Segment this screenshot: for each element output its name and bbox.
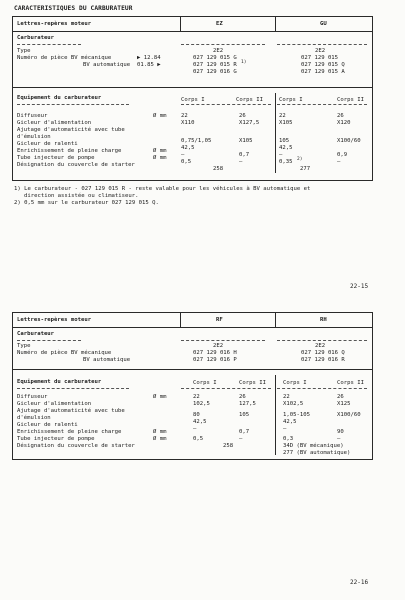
type-ez: 2E2 [213, 48, 224, 54]
footnote-mark: 2) [14, 200, 21, 206]
footnote-ref-1: 1) [241, 60, 247, 65]
footnote-mark: 1) [14, 186, 21, 192]
row-label: Enrichissement de pleine charge [17, 429, 122, 435]
value-cell: 258 [213, 166, 224, 172]
engine-code-gu: GU [320, 21, 327, 27]
value-cell: — [239, 159, 243, 165]
footnote-text: direction assistée ou climatiseur. [24, 193, 139, 199]
part-arrow-2: 01.85 ▶ [137, 62, 161, 68]
divider [181, 104, 271, 105]
carburetor-table-2 [12, 312, 373, 460]
value-cell: — [337, 436, 341, 442]
section-divider [13, 369, 372, 370]
corps-header: Corps I [181, 97, 205, 103]
row-label: Ajutage d'automaticité avec tube [17, 127, 125, 133]
row-unit: Ø mm [153, 429, 167, 435]
row-label: Tube injecteur de pompe [17, 155, 95, 161]
section-carburateur: Carburateur [17, 331, 55, 337]
section-carburateur: Carburateur [17, 35, 55, 41]
column-divider [275, 17, 276, 31]
engine-letters-label: Lettres-repères moteur [17, 317, 92, 323]
divider [17, 104, 129, 105]
divider [277, 104, 367, 105]
corps-header: Corps I [283, 380, 307, 386]
divider [181, 44, 265, 45]
value-cell: X100/60 [337, 138, 361, 144]
row-unit: Ø mm [153, 148, 167, 154]
bv-auto-label: BV automatique [83, 62, 131, 68]
value-cell: 0,75/1,05 [181, 138, 212, 144]
value-cell: X102,5 [283, 401, 304, 407]
value-cell: 105 [239, 412, 250, 418]
row-label: Gicleur d'alimentation [17, 401, 92, 407]
row-label: Désignation du couvercle de starter [17, 162, 135, 168]
value-cell: 127,5 [239, 401, 256, 407]
value-cell: 0,3 [283, 436, 294, 442]
part-ez-2: 027 129 015 R [193, 62, 237, 68]
row-label: Désignation du couvercle de starter [17, 443, 135, 449]
page-title: CARACTERISTIQUES DU CARBURATEUR [14, 5, 133, 12]
footnote-text: Le carburateur - 027 129 015 R - reste valable pour les véhicules à BV automatique et [24, 186, 311, 192]
type-label: Type [17, 343, 31, 349]
value-cell: — [337, 159, 341, 165]
type-label: Type [17, 48, 31, 54]
corps-header: Corps II [337, 380, 364, 386]
engine-code-rh: RH [320, 317, 327, 323]
corps-header: Corps II [337, 97, 364, 103]
value-cell: 22 [193, 394, 200, 400]
part-ez-1: 027 129 015 G [193, 55, 237, 61]
value-cell: 42,5 [181, 145, 195, 151]
value-cell: 34D (BV mécanique) [283, 443, 344, 449]
divider [17, 388, 129, 389]
value-cell: 26 [337, 394, 344, 400]
value-cell: 277 [300, 166, 311, 172]
value-cell: 105 [279, 138, 290, 144]
part-ez-3: 027 129 016 G [193, 69, 237, 75]
column-divider [275, 313, 276, 327]
footnote-ref-2: 2) [297, 157, 303, 162]
part-gu-1: 027 129 015 [301, 55, 339, 61]
value-cell: 0,5 [181, 159, 192, 165]
row-label: Gicleur d'alimentation [17, 120, 92, 126]
engine-code-rf: RF [216, 317, 223, 323]
table-header [13, 17, 372, 32]
row-label: Diffuseur [17, 113, 48, 119]
value-cell: 26 [239, 394, 246, 400]
section-equipement: Equipement du carburateur [17, 379, 102, 385]
part-rh-1: 027 129 016 Q [301, 350, 345, 356]
carburetor-table-1 [12, 16, 373, 181]
value-cell: 1,05-105 [283, 412, 310, 418]
value-cell: — [283, 426, 287, 432]
value-cell: X120 [337, 120, 351, 126]
row-unit: Ø mm [153, 436, 167, 442]
value-cell: 102,5 [193, 401, 210, 407]
page-number: 22-15 [350, 283, 369, 290]
footnote [24, 193, 139, 199]
corps-header: Corps I [193, 380, 217, 386]
divider [277, 388, 367, 389]
row-unit: Ø mm [153, 113, 167, 119]
value-cell: X127,5 [239, 120, 260, 126]
row-label: Gicleur de ralenti [17, 422, 78, 428]
value-cell: X110 [181, 120, 195, 126]
part-rf-1: 027 129 016 H [193, 350, 237, 356]
corps-header: Corps I [279, 97, 303, 103]
row-label: Tube injecteur de pompe [17, 436, 95, 442]
part-number-label: Numéro de pièce BV mécanique [17, 55, 112, 61]
page-number: 22-16 [350, 579, 369, 586]
value-cell: 258 [223, 443, 234, 449]
type-gu: 2E2 [315, 48, 326, 54]
divider [181, 388, 271, 389]
value-cell: 22 [181, 113, 188, 119]
value-cell: X100/60 [337, 412, 361, 418]
corps-header: Corps II [236, 97, 263, 103]
divider [17, 340, 81, 341]
row-unit: Ø mm [153, 394, 167, 400]
part-gu-2: 027 129 015 Q [301, 62, 345, 68]
divider [277, 340, 367, 341]
row-label: Diffuseur [17, 394, 48, 400]
value-cell: 0,9 [337, 152, 348, 158]
value-cell: — [279, 152, 283, 158]
value-cell: 22 [279, 113, 286, 119]
divider [181, 340, 265, 341]
value-cell: — [239, 436, 243, 442]
part-arrow-1: ▶ 12.84 [137, 55, 161, 61]
row-label: d'émulsion [17, 415, 51, 421]
value-cell: X105 [239, 138, 253, 144]
value-cell: 90 [337, 429, 344, 435]
value-cell: 26 [239, 113, 246, 119]
footnote-text: 0,5 mm sur le carburateur 027 129 015 Q. [24, 200, 159, 206]
column-divider [275, 375, 276, 455]
value-cell: 0,35 [279, 159, 293, 165]
section-divider [13, 87, 372, 88]
part-gu-3: 027 129 015 A [301, 69, 345, 75]
column-divider [180, 17, 181, 31]
part-rf-2: 027 129 016 P [193, 357, 237, 363]
value-cell: 26 [337, 113, 344, 119]
value-cell: 0,7 [239, 429, 250, 435]
row-label: d'émulsion [17, 134, 51, 140]
column-divider [180, 313, 181, 327]
corps-header: Corps II [239, 380, 266, 386]
row-label: Gicleur de ralenti [17, 141, 78, 147]
section-equipement: Equipement du carburateur [17, 95, 102, 101]
row-unit: Ø mm [153, 155, 167, 161]
type-rf: 2E2 [213, 343, 224, 349]
divider [17, 44, 81, 45]
value-cell: X125 [337, 401, 351, 407]
part-number-label: Numéro de pièce BV mécanique [17, 350, 112, 356]
value-cell: 22 [283, 394, 290, 400]
value-cell: 42,5 [283, 419, 297, 425]
value-cell: 277 (BV automatique) [283, 450, 351, 456]
part-rh-2: 027 129 016 R [301, 357, 345, 363]
engine-letters-label: Lettres-repères moteur [17, 21, 92, 27]
value-cell: 42,5 [193, 419, 207, 425]
footnote [14, 186, 310, 192]
type-rh: 2E2 [315, 343, 326, 349]
value-cell: 42,5 [279, 145, 293, 151]
table-header [13, 313, 372, 328]
engine-code-ez: EZ [216, 21, 223, 27]
divider [277, 44, 367, 45]
row-label: Enrichissement de pleine charge [17, 148, 122, 154]
footnote [14, 200, 159, 206]
value-cell: — [181, 152, 185, 158]
value-cell: 0,5 [193, 436, 204, 442]
value-cell: — [193, 426, 197, 432]
value-cell: 0,7 [239, 152, 250, 158]
value-cell: 80 [193, 412, 200, 418]
bv-auto-label: BV automatique [83, 357, 131, 363]
row-label: Ajutage d'automaticité avec tube [17, 408, 125, 414]
value-cell: X105 [279, 120, 293, 126]
column-divider [275, 93, 276, 173]
